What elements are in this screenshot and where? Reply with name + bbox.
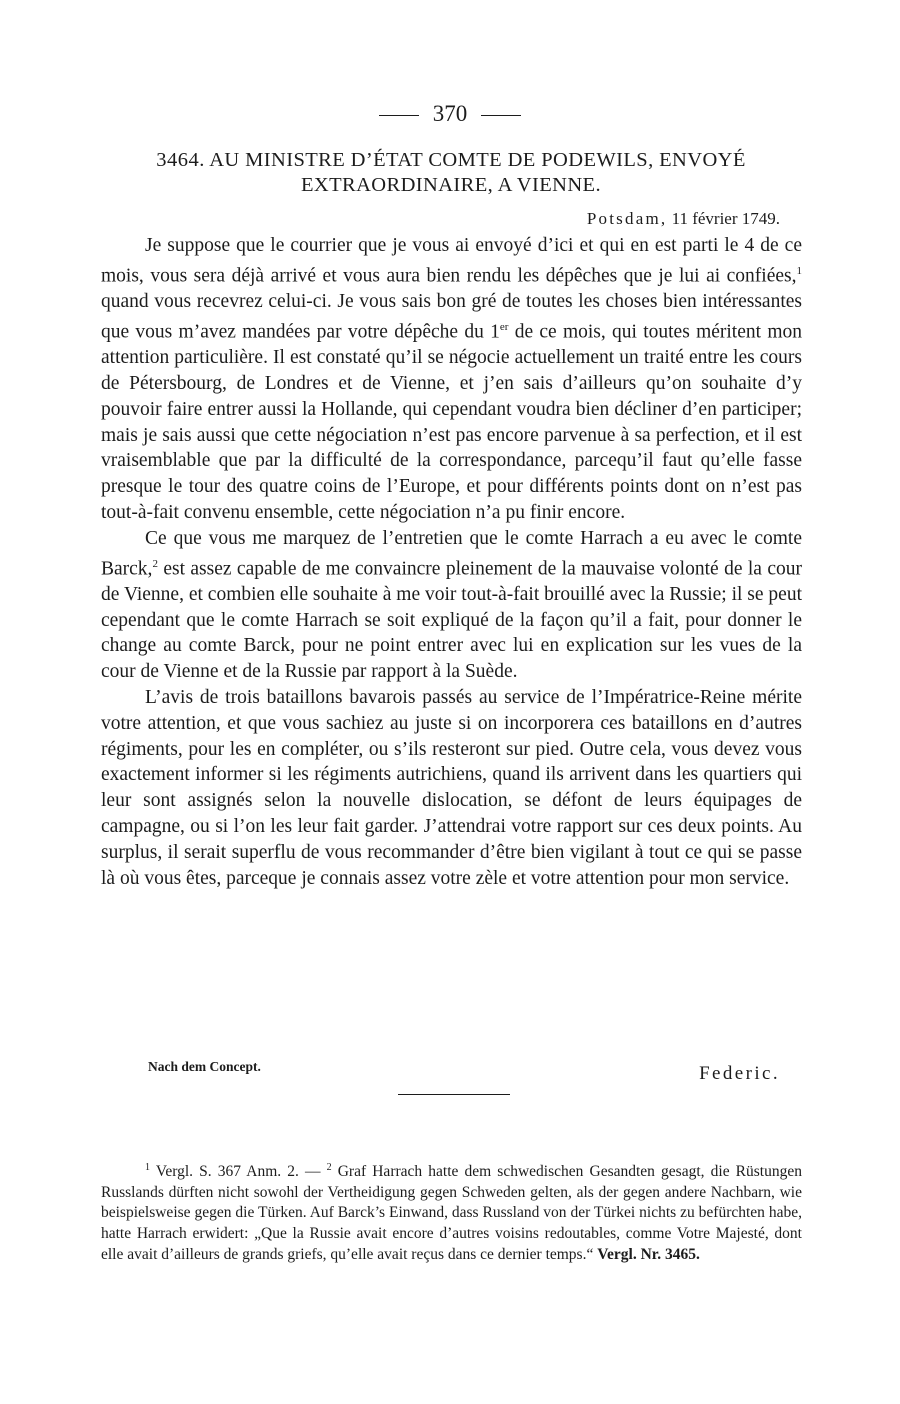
heading-line-1 — [100, 148, 802, 173]
page-number-dash-right — [481, 115, 521, 116]
footnote-marker-2: 2 — [152, 557, 158, 570]
signature: Federic. — [699, 1063, 780, 1084]
paragraph-1-text-b: quand vous recevrez celui-ci. Je vous sais bon gré de toutes les choses bien intéressantes que vous m’avez mandées par votre dépêche du 1 — [101, 291, 802, 343]
footnote-1-marker: 1 — [145, 1162, 150, 1173]
footnote-text — [101, 1158, 802, 1265]
paragraph-2 — [101, 526, 802, 685]
paragraph-1 — [101, 233, 802, 526]
letter-heading — [100, 148, 802, 198]
footnote-separator — [398, 1094, 510, 1095]
dateline — [587, 208, 780, 230]
page-number-value: 370 — [432, 101, 468, 126]
footnote-1-text: Vergl. S. 367 Anm. 2. — — [150, 1163, 327, 1181]
footnote-2-marker: 2 — [326, 1162, 332, 1173]
page-number-dash-left — [379, 115, 419, 116]
footnotes — [101, 1158, 802, 1265]
paragraph-1-text-c: de ce mois, qui toutes méritent mon attention particulière. Il est constaté qu’il se négocie actuellement un traité entre les cours de Pétersbourg, de Londres et de Vienne, et j’en sais d’ailleurs qu’on souhaite d’y pouvoir faire entrer aussi la Hollande, qui cependant voudra bien décliner d’en participer; mais je sais aussi que cette négociation n’est pas encore parvenue à sa perfection, et il est vraisemblable que par la difficulté de la correspondance, parcequ’il faut qu’elle fasse presque le tour des quatre coins de l’Europe, et pour différents points dont on n’est pas tout-à-fait convenu ensemble, cette négociation n’a pu finir encore. — [101, 321, 802, 523]
dateline-place: Potsdam, — [586, 209, 668, 228]
dateline-date: 11 février 1749. — [671, 209, 780, 228]
paragraph-2-text-a: Ce que vous me marquez de l’entretien que le comte Harrach a eu avec le comte Barck, — [101, 527, 802, 580]
page-number — [0, 100, 900, 128]
heading-title-line-2: EXTRAORDINAIRE, A VIENNE. — [300, 174, 602, 196]
footnote-marker-1: 1 — [796, 264, 802, 277]
letter-body — [101, 233, 802, 891]
footnote-2-text: Graf Harrach hatte dem schwedischen Gesandten gesagt, die Rüstungen Russlands dürften nicht sowohl der Vertheidigung gegen Schweden gelten, als der gegen andere Nachbarn, wie beispielsweise gegen die Türken. Auf Barck’s Einwand, dass Russland von der Türkei nichts zu befürchten habe, hatte Harrach erwidert: „Que la Russie avait encore d’autres voisins redoutables, comme Votre Majesté, dont elle avait d’ailleurs de grands griefs, qu’elle avait reçus dans ce dernier temps.“ — [101, 1163, 802, 1263]
paragraph-1-text-a: Je suppose que le courrier que je vous ai envoyé d’ici et qui en est parti le 4 de ce mois, vous sera déjà arrivé et vous aura bien rendu les dépêches que je lui ai confiées, — [101, 235, 802, 287]
letter-number: 3464. — [156, 149, 205, 171]
superscript-er: er — [499, 320, 509, 333]
source-note: Nach dem Concept. — [148, 1059, 261, 1074]
footnote-2-reference: Vergl. Nr. 3465. — [597, 1245, 700, 1263]
paragraph-2-text-b: est assez capable de me convaincre pleinement de la mauvaise volonté de la cour de Vienne, et combien elle souhaite à me voir tout-à-fait brouillé avec la Russie; il se peut cependant que le comte Harrach se soit expliqué de la façon qu’il a fait, pour donner le change au comte Barck, pour ne point entrer avec lui en explication sur les vues de la cour de Vienne et de la Russie par rapport à la Suède. — [101, 558, 802, 683]
paragraph-3: L’avis de trois bataillons bavarois passés au service de l’Impératrice-Reine mérite votre attention, et que vous sachiez au juste si on incorporera ces bataillons en d’autres régiments, pour les en compléter, ou s’ils resteront sur pied. Outre cela, vous devez vous exactement informer si les régiments autrichiens, quand ils arrivent dans les quartiers qui leur sont assignés selon la nouvelle dislocation, se défont de leurs équipages de campagne, ou si l’on les leur fait garder. J’attendrai votre rapport sur ces deux points. Au surplus, il serait superflu de vous recommander d’être bien vigilant à tout ce qui se passe là où vous êtes, parceque je connais assez votre zèle et votre attention pour mon service. — [101, 687, 802, 889]
heading-title-line-1: AU MINISTRE D’ÉTAT COMTE DE PODEWILS, ENVOYÉ — [209, 149, 746, 171]
